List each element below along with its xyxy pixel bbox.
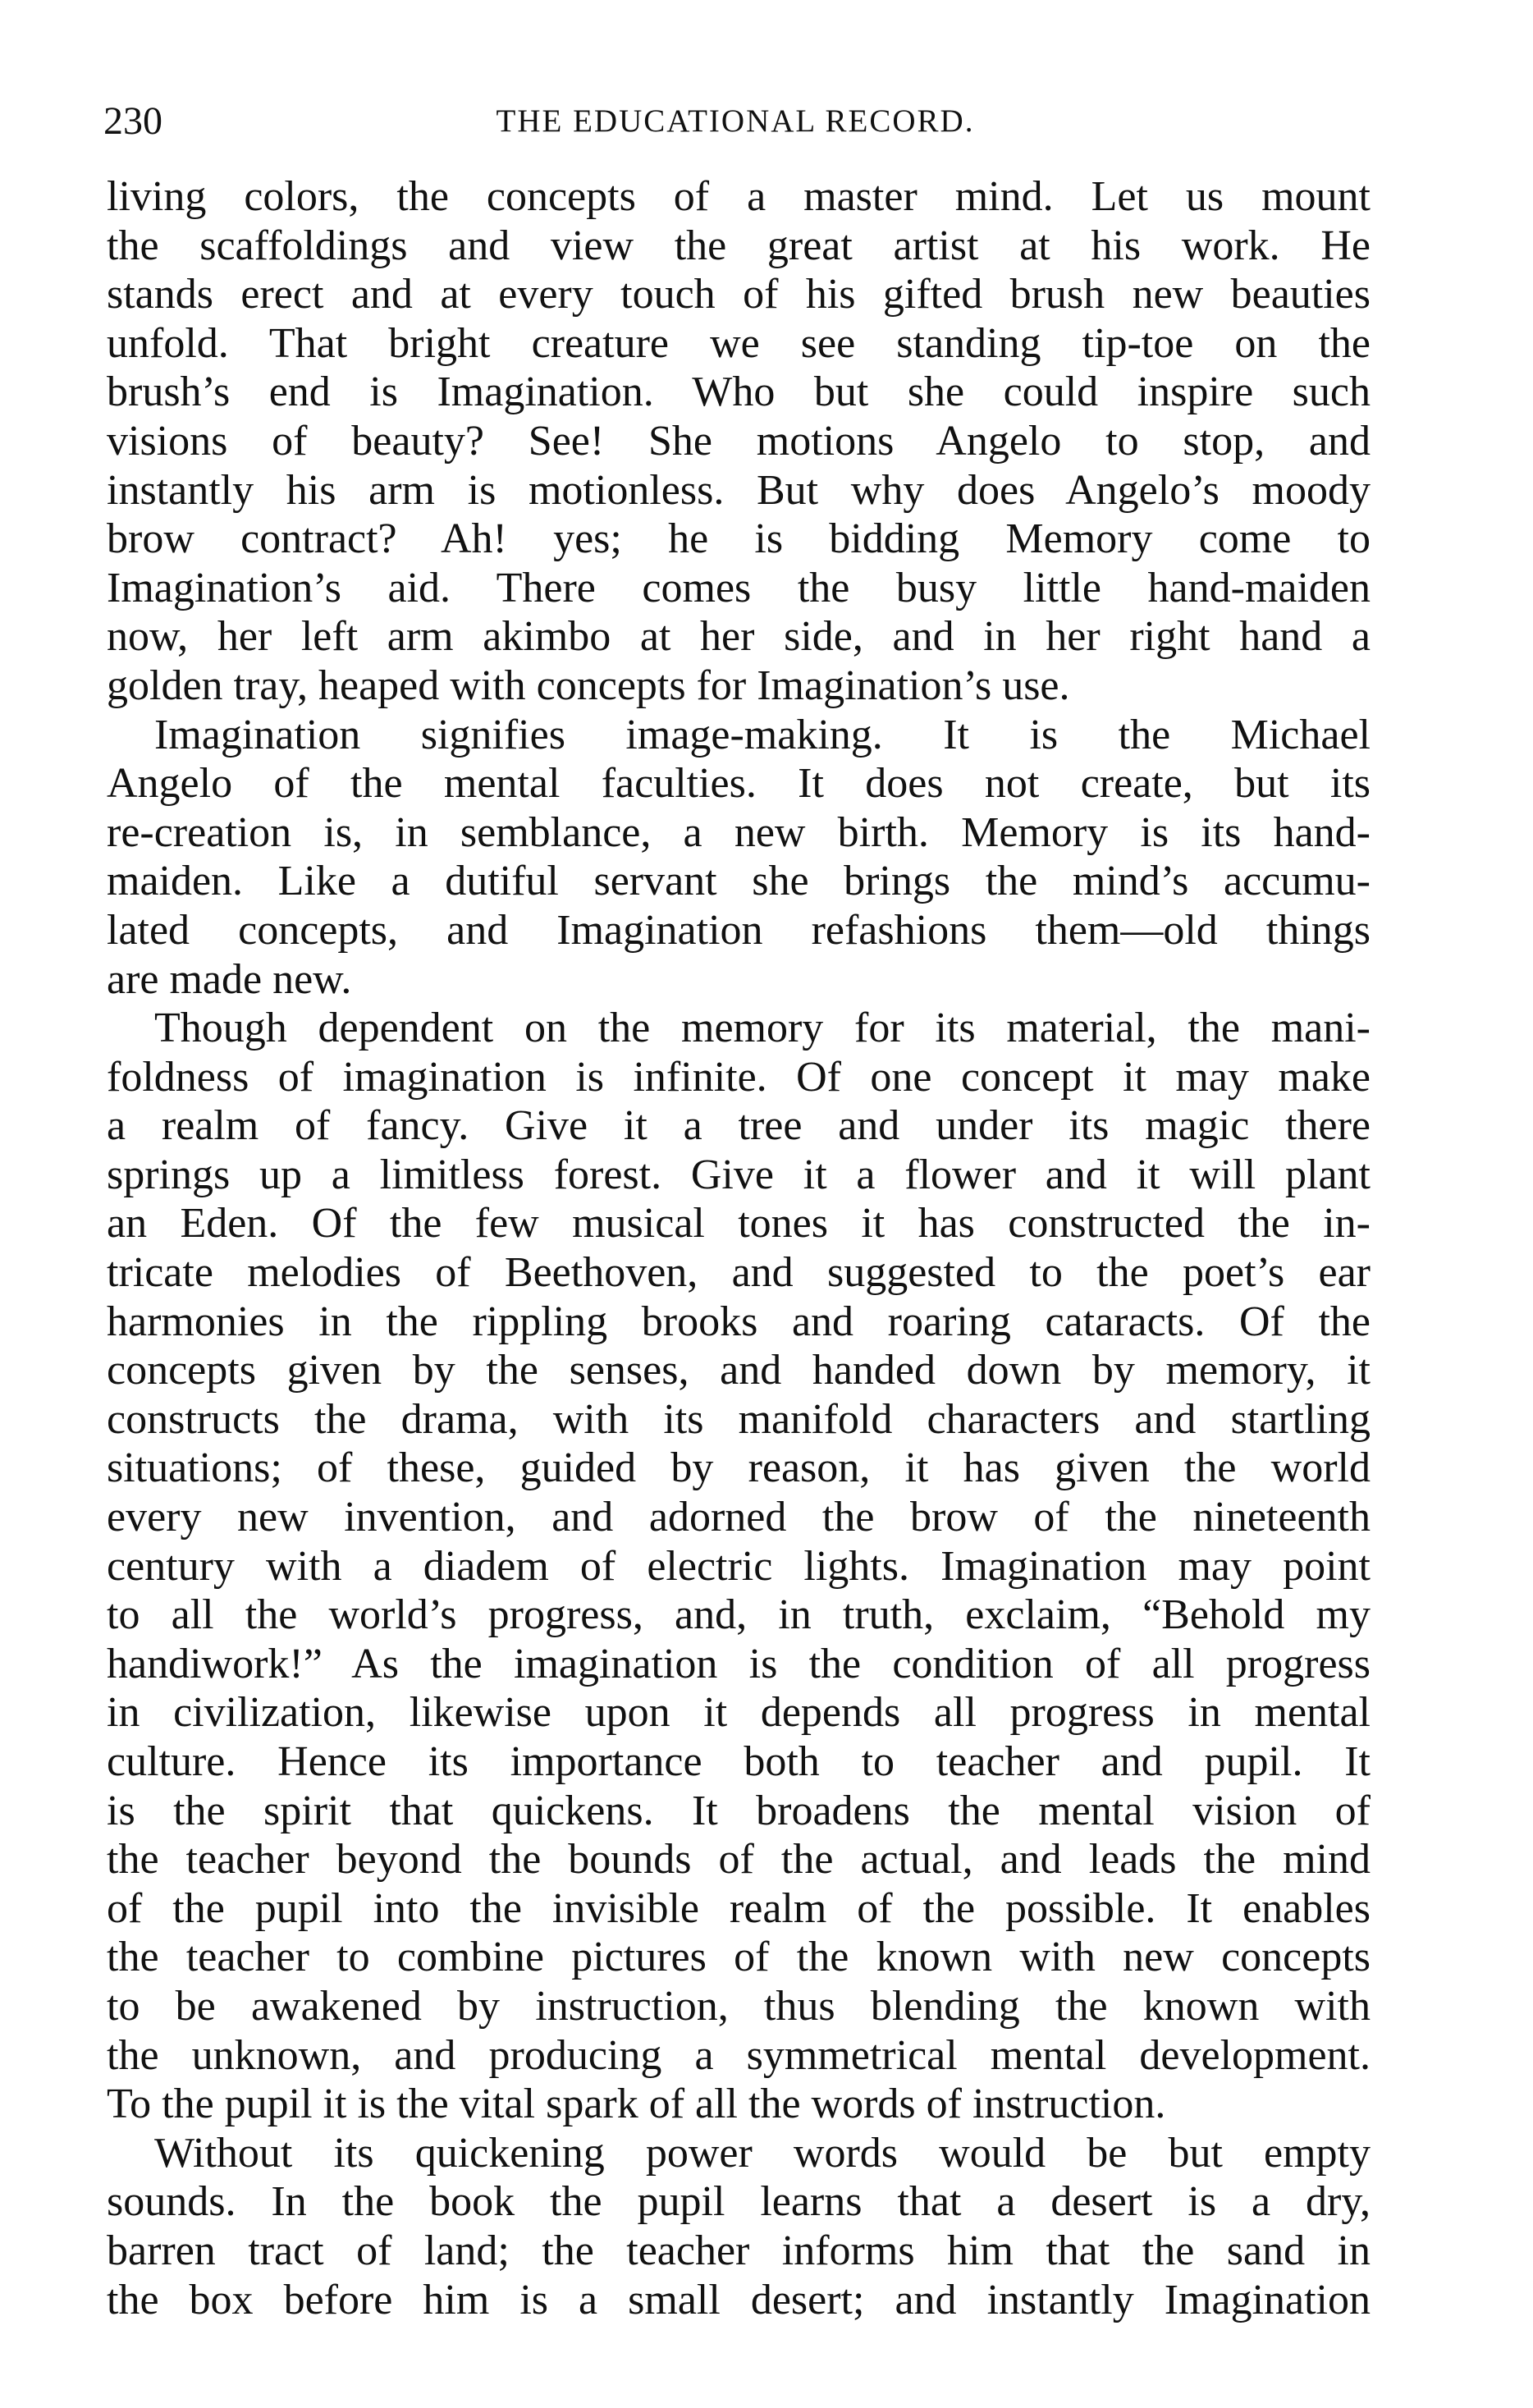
- text-line: harmonies in the rippling brooks and roaring cataracts. Of the: [107, 1298, 1371, 1345]
- text-line: to be awakened by instruction, thus blending the known with: [107, 1982, 1371, 2030]
- text-line: handiwork!” As the imagination is the condition of all progress: [107, 1640, 1371, 1687]
- text-line: every new invention, and adorned the brow of the nineteenth: [107, 1494, 1371, 1541]
- text-line: To the pupil it is the vital spark of all the words of instruction.: [107, 2081, 1166, 2128]
- text-line: re-creation is, in semblance, a new birth. Memory is its hand-: [107, 808, 1371, 856]
- text-line: foldness of imagination is infinite. Of one concept it may make: [107, 1053, 1371, 1101]
- text-line: lated concepts, and Imagination refashions them—old things: [107, 906, 1371, 954]
- text-line: springs up a limitless forest. Give it a flower and it will plant: [107, 1151, 1371, 1198]
- text-line: an Eden. Of the few musical tones it has constructed the in-: [107, 1200, 1371, 1247]
- text-line: Imagination’s aid. There comes the busy little hand-maiden: [107, 564, 1371, 611]
- journal-title: THE EDUCATIONAL RECORD.: [496, 103, 975, 139]
- text-line: Without its quickening power words would be but empty: [154, 2129, 1371, 2177]
- text-line: now, her left arm akimbo at her side, and in her right hand a: [107, 613, 1371, 661]
- text-line: maiden. Like a dutiful servant she brings the mind’s accumu-: [107, 858, 1371, 905]
- text-line: golden tray, heaped with concepts for Imagination’s use.: [107, 662, 1070, 709]
- text-line: stands erect and at every touch of his gifted brush new beauties: [107, 271, 1371, 318]
- text-line: brush’s end is Imagination. Who but she could inspire such: [107, 369, 1371, 416]
- text-line: instantly his arm is motionless. But why does Angelo’s moody: [107, 466, 1371, 514]
- text-line: culture. Hence its importance both to teacher and pupil. It: [107, 1738, 1371, 1785]
- text-line: tricate melodies of Beethoven, and suggested to the poet’s ear: [107, 1249, 1371, 1297]
- page-number: 230: [103, 99, 162, 143]
- text-line: Angelo of the mental faculties. It does not create, but its: [107, 760, 1371, 808]
- text-line: is the spirit that quickens. It broadens the mental vision of: [107, 1787, 1371, 1834]
- text-line: brow contract? Ah! yes; he is bidding Memory come to: [107, 515, 1371, 563]
- text-line: Though dependent on the memory for its material, the mani-: [154, 1005, 1371, 1052]
- text-line: the teacher to combine pictures of the known with new concepts: [107, 1934, 1371, 1981]
- running-head: [103, 97, 1367, 146]
- text-line: in civilization, likewise upon it depends all progress in mental: [107, 1689, 1371, 1737]
- body-text: [107, 172, 1371, 2324]
- text-line: to all the world’s progress, and, in truth, exclaim, “Behold my: [107, 1591, 1371, 1639]
- text-line: century with a diadem of electric lights. Imagination may point: [107, 1542, 1371, 1590]
- text-line: living colors, the concepts of a master mind. Let us mount: [107, 173, 1371, 220]
- text-line: the box before him is a small desert; and instantly Imagination: [107, 2276, 1371, 2323]
- text-line: Imagination signifies image-making. It is the Michael: [154, 711, 1371, 758]
- text-line: the teacher beyond the bounds of the actual, and leads the mind: [107, 1836, 1371, 1884]
- text-line: a realm of fancy. Give it a tree and under its magic there: [107, 1102, 1371, 1150]
- text-line: are made new.: [107, 955, 352, 1003]
- text-line: the scaffoldings and view the great artist at his work. He: [107, 222, 1371, 269]
- text-line: of the pupil into the invisible realm of the possible. It enables: [107, 1884, 1371, 1932]
- text-line: constructs the drama, with its manifold characters and startling: [107, 1395, 1371, 1443]
- text-line: situations; of these, guided by reason, it has given the world: [107, 1444, 1371, 1492]
- text-line: concepts given by the senses, and handed down by memory, it: [107, 1347, 1371, 1394]
- text-line: barren tract of land; the teacher informs him that the sand in: [107, 2227, 1371, 2274]
- text-line: sounds. In the book the pupil learns that a desert is a dry,: [107, 2178, 1371, 2226]
- text-line: the unknown, and producing a symmetrical mental development.: [107, 2031, 1371, 2079]
- text-line: visions of beauty? See! She motions Angelo to stop, and: [107, 417, 1371, 465]
- text-line: unfold. That bright creature we see standing tip-toe on the: [107, 319, 1371, 367]
